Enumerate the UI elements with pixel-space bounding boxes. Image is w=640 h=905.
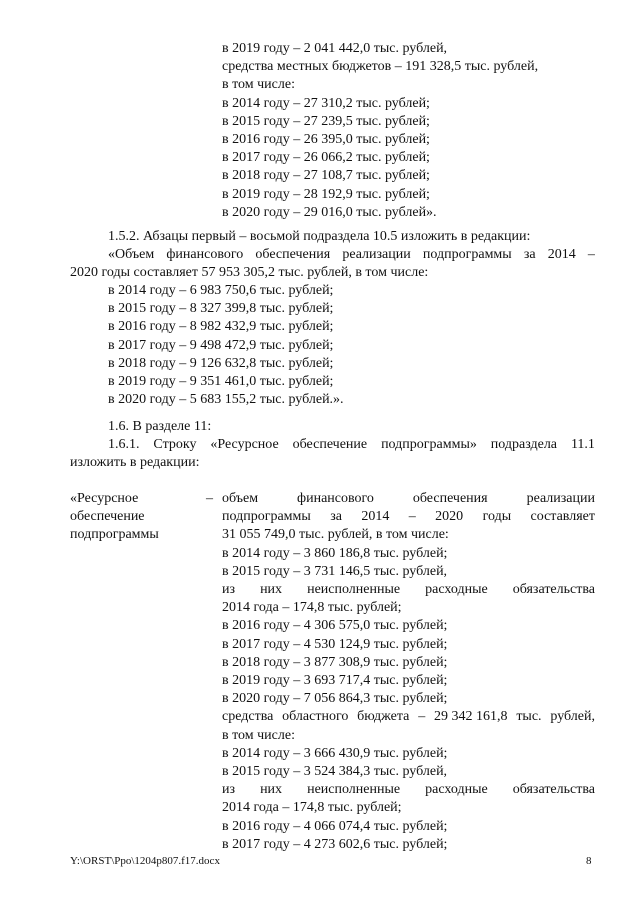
word: 2020 [435, 509, 464, 525]
word: обеспечения [412, 491, 488, 506]
word: неисполненные [307, 582, 401, 598]
label-line: подпрограммы [70, 527, 159, 543]
word: подпрограммы [422, 247, 512, 262]
top-line: в 2016 году – 26 395,0 тыс. рублей; [222, 132, 430, 148]
word: «Ресурсное [210, 437, 279, 452]
word: средства [222, 709, 274, 725]
table-row: в 2016 году – 4 066 074,4 тыс. рублей; [222, 818, 448, 834]
word: подпрограммы» [381, 437, 477, 452]
section-152-year-list [108, 282, 344, 409]
word: объем [222, 491, 259, 506]
table-row [222, 708, 595, 726]
word: подпрограммы [222, 509, 311, 525]
word: – [418, 709, 426, 725]
word: обеспечение [292, 437, 368, 452]
word: годы [482, 509, 512, 525]
label-line: обеспечение [70, 509, 145, 525]
word: из [222, 582, 236, 598]
word: областного [282, 709, 349, 725]
year-line: в 2019 году – 9 351 461,0 тыс. рублей; [108, 374, 334, 390]
year-line: в 2018 году – 9 126 632,8 тыс. рублей; [108, 355, 334, 371]
word: – [587, 247, 595, 262]
word: за [330, 509, 342, 525]
word: обязательства [512, 782, 595, 798]
word: реализации [342, 247, 411, 262]
word: Строку [153, 437, 197, 452]
word: расходные [425, 782, 488, 798]
word: 11.1 [570, 437, 595, 452]
year-line: в 2017 году – 9 498 472,9 тыс. рублей; [108, 337, 334, 353]
word: подраздела [490, 437, 558, 452]
table-row [222, 508, 595, 526]
word: них [260, 582, 283, 598]
table-row: в 2017 году – 4 273 602,6 тыс. рублей; [222, 836, 448, 852]
word: финансового [166, 247, 244, 262]
label-line: «Ресурсное [70, 491, 139, 506]
footer-file-path: Y:\ORST\Ppo\1204p807.f17.docx [70, 855, 220, 867]
top-line: в 2014 году – 27 310,2 тыс. рублей; [222, 95, 430, 111]
table-row: в 2015 году – 3 524 384,3 тыс. рублей, [222, 764, 448, 780]
top-funding-list [222, 40, 538, 222]
table-row: 2014 года – 174,8 тыс. рублей; [222, 800, 402, 816]
word: тыс. [516, 709, 542, 725]
table-row: 31 055 749,0 тыс. рублей, в том числе: [222, 527, 449, 543]
word: 2014 [361, 509, 390, 525]
word: составляет [530, 509, 595, 525]
table-left-label [70, 490, 159, 545]
word: из [222, 782, 236, 798]
word: реализации [526, 491, 595, 506]
table-row: в том числе: [222, 727, 295, 743]
word: за [523, 247, 536, 262]
top-line: средства местных бюджетов – 191 328,5 тыс. рублей, [222, 59, 539, 75]
table-row: в 2015 году – 3 731 146,5 тыс. рублей, [222, 563, 448, 579]
word: – [408, 509, 416, 525]
word: бюджета [357, 709, 410, 725]
top-line: в 2019 году – 28 192,9 тыс. рублей; [222, 186, 430, 202]
year-line: в 2014 году – 6 983 750,6 тыс. рублей; [108, 283, 334, 298]
table-row: в 2019 году – 3 693 717,4 тыс. рублей; [222, 673, 448, 689]
top-line: в 2020 году – 29 016,0 тыс. рублей». [222, 204, 437, 220]
top-line: в 2017 году – 26 066,2 тыс. рублей; [222, 150, 430, 166]
section-16-heading: 1.6. В разделе 11: [108, 419, 212, 434]
section-152-heading: 1.5.2. Абзацы первый – восьмой подраздела 10.5 изложить в редакции: [108, 229, 531, 244]
word: неисполненные [307, 782, 401, 798]
section-152-para-line2: 2020 годы составляет 57 953 305,2 тыс. рублей, в том числе: [70, 265, 429, 280]
top-line: в том числе: [222, 77, 295, 93]
year-line: в 2020 году – 5 683 155,2 тыс. рублей.». [108, 392, 344, 408]
word: обеспечения [255, 247, 331, 262]
word: 2014 [547, 247, 576, 262]
table-row: в 2018 году – 3 877 308,9 тыс. рублей; [222, 654, 448, 670]
word: них [260, 782, 283, 798]
word: 29 342 161,8 [434, 709, 508, 725]
section-152-para-line1 [108, 246, 595, 264]
table-row: в 2017 году – 4 530 124,9 тыс. рублей; [222, 636, 448, 652]
year-line: в 2015 году – 8 327 399,8 тыс. рублей; [108, 301, 334, 317]
top-line: в 2018 году – 27 108,7 тыс. рублей; [222, 168, 430, 184]
table-row: 2014 года – 174,8 тыс. рублей; [222, 600, 402, 616]
top-line: в 2019 году – 2 041 442,0 тыс. рублей, [222, 41, 448, 56]
table-row: в 2016 году – 4 306 575,0 тыс. рублей; [222, 618, 448, 634]
word: обязательства [512, 582, 595, 598]
word: финансового [297, 491, 374, 506]
section-16-item-line2: изложить в редакции: [70, 455, 200, 470]
table-row: в 2014 году – 3 666 430,9 тыс. рублей; [222, 745, 448, 761]
word: 1.6.1. [108, 437, 140, 452]
table-row [222, 581, 595, 599]
footer-page-number: 8 [586, 855, 592, 867]
top-line: в 2015 году – 27 239,5 тыс. рублей; [222, 113, 430, 129]
word: «Объем [108, 247, 155, 262]
word: расходные [425, 582, 488, 598]
table-right-column [222, 490, 595, 854]
table-row: в 2020 году – 7 056 864,3 тыс. рублей; [222, 691, 448, 707]
year-line: в 2016 году – 8 982 432,9 тыс. рублей; [108, 319, 334, 335]
section-16-item-line1 [108, 436, 595, 454]
table-dash: – [206, 491, 213, 506]
table-row [222, 490, 595, 508]
table-row: в 2014 году – 3 860 186,8 тыс. рублей; [222, 545, 448, 561]
word: рублей, [550, 709, 595, 725]
table-row [222, 781, 595, 799]
